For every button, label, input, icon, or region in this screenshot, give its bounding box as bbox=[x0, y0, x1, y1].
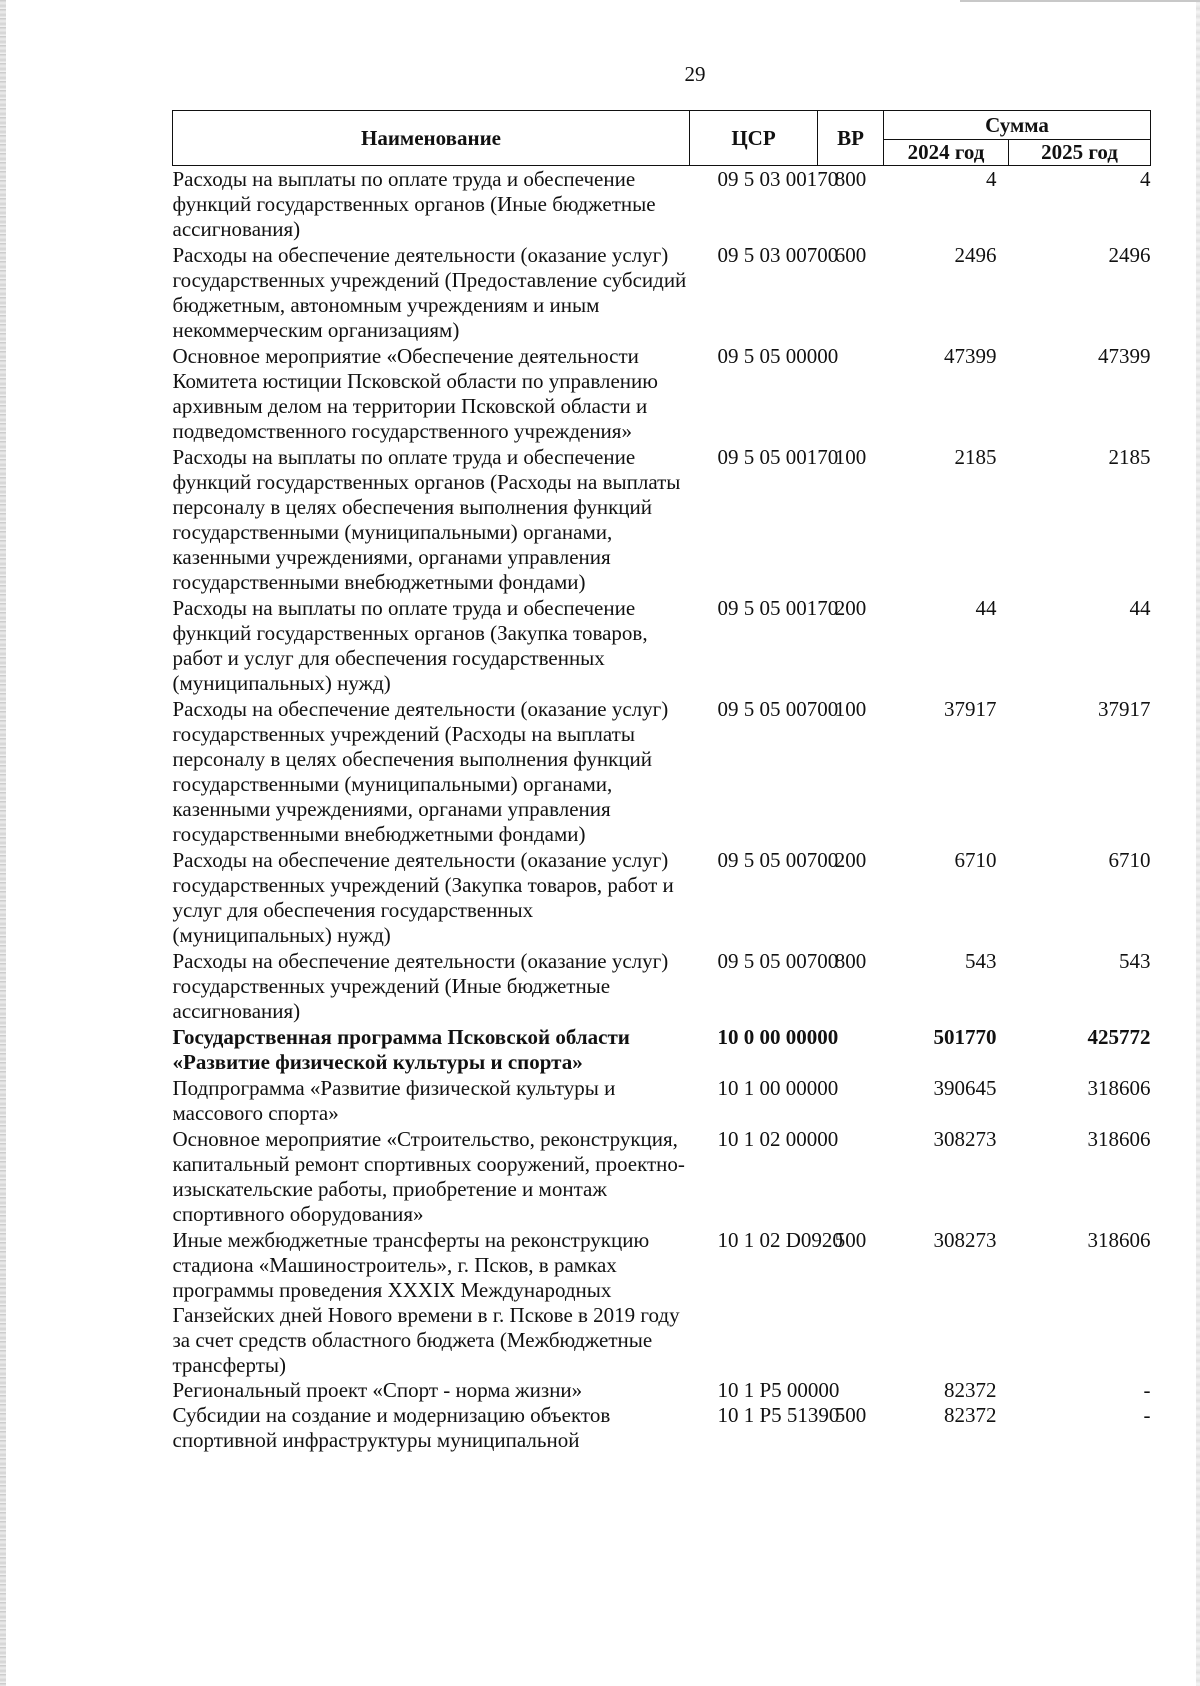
table-row bbox=[173, 1378, 1151, 1403]
header-year-2024: 2024 год bbox=[884, 140, 1009, 166]
row-name: Расходы на обеспечение деятельности (оказание услуг) государственных учреждений (Расходы на выплаты персоналу в целях обеспечения выполнения функций государственными (муниципальными) органами, казенными учреждениями, органами управления государственными внебюджетными фондами) bbox=[172, 697, 669, 846]
row-sum-2025: 318606 bbox=[1087, 1127, 1151, 1151]
row-vr: 800 bbox=[834, 949, 867, 973]
row-sum-2025: 318606 bbox=[1087, 1228, 1151, 1252]
row-sum-2025: - bbox=[1143, 1378, 1151, 1402]
table-row bbox=[173, 1227, 1151, 1378]
row-sum-2024: 501770 bbox=[933, 1025, 997, 1049]
table-row bbox=[173, 1403, 1151, 1453]
table-row bbox=[173, 242, 1151, 343]
row-csr: 09 5 05 00700 bbox=[717, 697, 839, 721]
table-row bbox=[173, 166, 1151, 243]
row-csr: 09 5 05 00170 bbox=[717, 445, 839, 469]
header-csr: ЦСР bbox=[690, 111, 818, 166]
row-csr: 09 5 05 00000 bbox=[717, 344, 839, 368]
table-row bbox=[173, 847, 1151, 948]
row-name: Расходы на выплаты по оплате труда и обеспечение функций государственных органов (Иные бюджетные ассигнования) bbox=[172, 167, 656, 241]
table-row bbox=[173, 595, 1151, 696]
row-name: Субсидии на создание и модернизацию объектов спортивной инфраструктуры муниципальной bbox=[172, 1403, 611, 1452]
row-sum-2025: 6710 bbox=[1108, 848, 1151, 872]
row-csr: 09 5 05 00700 bbox=[717, 949, 839, 973]
row-sum-2025: 44 bbox=[1129, 596, 1151, 620]
row-sum-2024: 4 bbox=[986, 167, 997, 191]
row-csr: 10 1 P5 51390 bbox=[717, 1403, 840, 1427]
row-csr: 10 0 00 00000 bbox=[717, 1025, 839, 1049]
table-row bbox=[173, 343, 1151, 444]
row-sum-2025: 318606 bbox=[1087, 1076, 1151, 1100]
row-sum-2025: 543 bbox=[1119, 949, 1151, 973]
row-sum-2025: 4 bbox=[1140, 167, 1151, 191]
row-sum-2025: 425772 bbox=[1087, 1025, 1151, 1049]
row-csr: 10 1 P5 00000 bbox=[717, 1378, 840, 1402]
row-csr: 10 1 00 00000 bbox=[717, 1076, 839, 1100]
row-sum-2024: 44 bbox=[975, 596, 997, 620]
row-name: Расходы на выплаты по оплате труда и обеспечение функций государственных органов (Расходы на выплаты персоналу в целях обеспечения выполнения функций государственными (муниципальными) органами, казенными учреждениями, органами управления государственными внебюджетными фондами) bbox=[172, 445, 681, 594]
row-vr: 500 bbox=[834, 1403, 867, 1427]
row-vr: 100 bbox=[834, 697, 867, 721]
row-vr: 200 bbox=[834, 596, 867, 620]
row-csr: 09 5 03 00170 bbox=[717, 167, 839, 191]
row-name: Региональный проект «Спорт - норма жизни» bbox=[172, 1378, 583, 1402]
budget-document bbox=[172, 110, 1150, 1453]
table-row bbox=[173, 444, 1151, 595]
scan-top-edge bbox=[960, 0, 1200, 2]
table-row-program bbox=[173, 1024, 1151, 1075]
budget-table bbox=[172, 110, 1151, 1453]
row-name: Расходы на выплаты по оплате труда и обеспечение функций государственных органов (Закупка товаров, работ и услуг для обеспечения государственных (муниципальных) нужд) bbox=[172, 596, 648, 695]
row-sum-2025: - bbox=[1143, 1403, 1151, 1427]
row-vr: 200 bbox=[834, 848, 867, 872]
row-name: Основное мероприятие «Обеспечение деятельности Комитета юстиции Псковской области по управлению архивным делом на территории Псковской области и подведомственного государственного учреждения» bbox=[172, 344, 658, 443]
row-sum-2024: 47399 bbox=[944, 344, 997, 368]
row-sum-2024: 6710 bbox=[954, 848, 997, 872]
row-sum-2024: 37917 bbox=[944, 697, 997, 721]
row-sum-2024: 543 bbox=[965, 949, 997, 973]
row-sum-2025: 2185 bbox=[1108, 445, 1151, 469]
row-sum-2024: 82372 bbox=[944, 1403, 997, 1427]
table-row bbox=[173, 1126, 1151, 1227]
row-vr: 500 bbox=[834, 1228, 867, 1252]
row-name: Основное мероприятие «Строительство, реконструкция, капитальный ремонт спортивных сооружений, проектно-изыскательские работы, приобретение и монтаж спортивного оборудования» bbox=[172, 1127, 685, 1226]
row-vr: 800 bbox=[834, 167, 867, 191]
row-sum-2024: 2185 bbox=[954, 445, 997, 469]
row-csr: 10 1 02 00000 bbox=[717, 1127, 839, 1151]
table-row bbox=[173, 1075, 1151, 1126]
header-vr: ВР bbox=[818, 111, 884, 166]
row-csr: 09 5 05 00170 bbox=[717, 596, 839, 620]
table-row bbox=[173, 696, 1151, 847]
header-name: Наименование bbox=[173, 111, 690, 166]
row-name: Государственная программа Псковской области «Развитие физической культуры и спорта» bbox=[172, 1025, 630, 1074]
header-year-2025: 2025 год bbox=[1009, 140, 1151, 166]
row-vr: 100 bbox=[834, 445, 867, 469]
row-name: Иные межбюджетные трансферты на реконструкцию стадиона «Машиностроитель», г. Псков, в рамках программы проведения XXXIX Международных Ганзейских дней Нового времени в г. Пскове в 2019 году за счет средств областного бюджета (Межбюджетные трансферты) bbox=[172, 1228, 680, 1377]
table-header bbox=[173, 111, 1151, 166]
scan-left-edge bbox=[0, 0, 6, 1686]
row-csr: 10 1 02 D0920 bbox=[717, 1228, 843, 1252]
page-number: 29 bbox=[684, 62, 706, 86]
row-sum-2024: 390645 bbox=[933, 1076, 997, 1100]
row-sum-2024: 2496 bbox=[954, 243, 997, 267]
row-sum-2024: 308273 bbox=[933, 1127, 997, 1151]
row-csr: 09 5 05 00700 bbox=[717, 848, 839, 872]
row-vr: 600 bbox=[834, 243, 867, 267]
row-name: Расходы на обеспечение деятельности (оказание услуг) государственных учреждений (Предоставление субсидий бюджетным, автономным учреждениям и иным некоммерческим организациям) bbox=[172, 243, 687, 342]
header-sum: Сумма bbox=[884, 111, 1151, 140]
scan-right-edge bbox=[1196, 0, 1200, 1686]
table-body bbox=[173, 166, 1151, 1454]
row-csr: 09 5 03 00700 bbox=[717, 243, 839, 267]
row-sum-2024: 308273 bbox=[933, 1228, 997, 1252]
row-name: Расходы на обеспечение деятельности (оказание услуг) государственных учреждений (Закупка товаров, работ и услуг для обеспечения государственных (муниципальных) нужд) bbox=[172, 848, 674, 947]
row-sum-2025: 37917 bbox=[1098, 697, 1151, 721]
row-sum-2025: 2496 bbox=[1108, 243, 1151, 267]
row-sum-2024: 82372 bbox=[944, 1378, 997, 1402]
table-row bbox=[173, 948, 1151, 1024]
row-sum-2025: 47399 bbox=[1098, 344, 1151, 368]
row-name: Подпрограмма «Развитие физической культуры и массового спорта» bbox=[172, 1076, 616, 1125]
row-name: Расходы на обеспечение деятельности (оказание услуг) государственных учреждений (Иные бюджетные ассигнования) bbox=[172, 949, 669, 1023]
